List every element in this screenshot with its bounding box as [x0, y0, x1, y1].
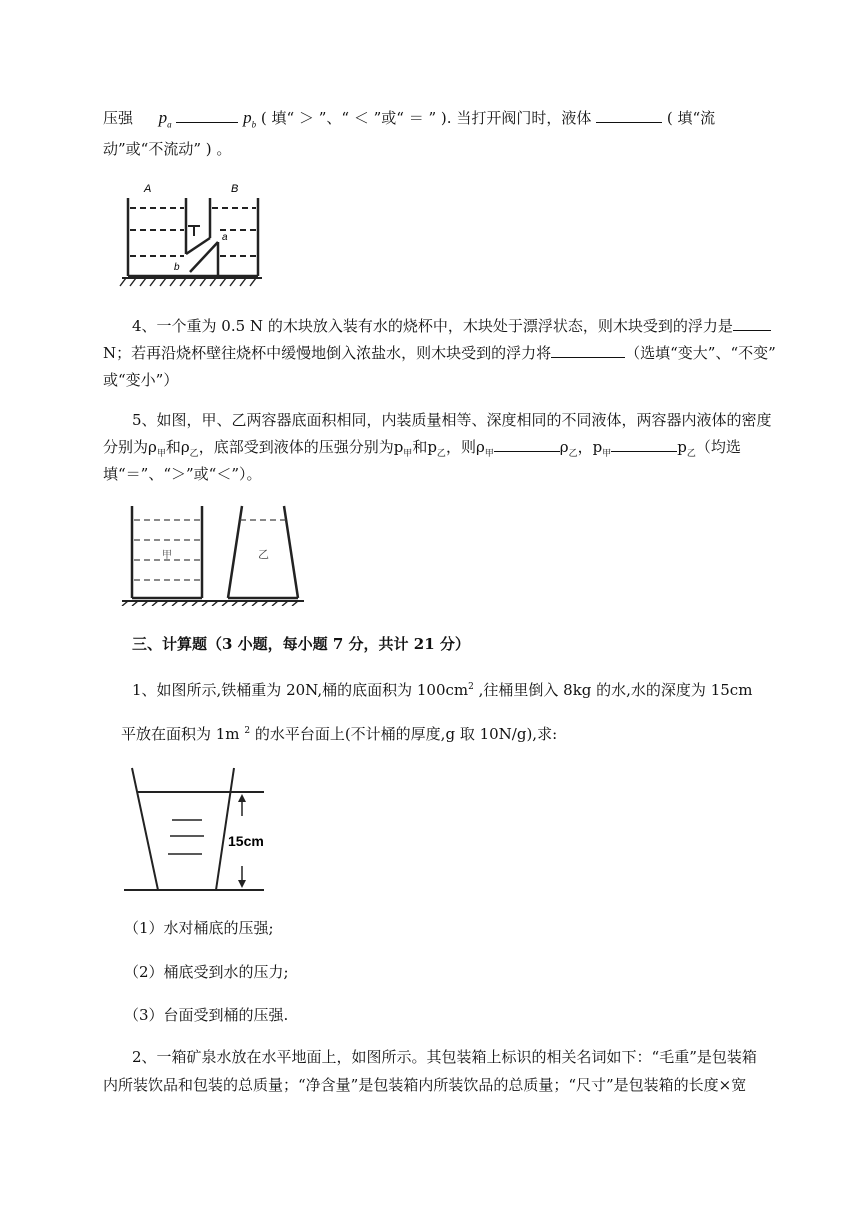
pressure-prefix: 压强: [103, 109, 134, 127]
rho-yi: ρ: [559, 438, 569, 456]
q5-line3: 填“＝”、“＞”或“＜”）。: [103, 465, 262, 483]
p-yi: p: [677, 438, 687, 456]
sub-yi-2: 乙: [436, 449, 446, 459]
q5-text-d: ，则ρ: [445, 438, 485, 456]
connected-vessels-figure: [118, 178, 266, 288]
sub-jia-2: 甲: [403, 449, 413, 459]
blank-pa-pb[interactable]: [176, 108, 238, 123]
fill-instructions: ( 填“ ＞ ”、“ ＜ ”或“ ＝ ” ). 当打开阀门时，液体: [260, 109, 592, 127]
sub-yi-1: 乙: [189, 449, 199, 459]
q4-text-2b: （选填“变大”、“不变”: [625, 344, 776, 362]
sub-jia-4: 甲: [602, 449, 612, 459]
q3-line2: 动”或“不流动” ) 。: [103, 140, 232, 158]
pa-symbol: $p_a$: [158, 108, 172, 130]
blank-flow[interactable]: [596, 108, 662, 123]
q5-text-and: 和ρ: [165, 438, 190, 456]
calc1-q3: （3）台面受到桶的压强.: [124, 1006, 289, 1024]
calc1-line2: [121, 721, 557, 744]
q5-text-a: 分别为ρ: [103, 438, 157, 456]
section-title: 三、计算题（3 小题，每小题 7 分，共计 21 分）: [132, 635, 470, 653]
fill-instructions-2: ( 填“流: [666, 109, 716, 127]
q4-line3: 或“变小”）: [103, 371, 179, 389]
label-b: b: [174, 262, 180, 273]
sub-jia-1: 甲: [156, 449, 166, 459]
label-jia: 甲: [162, 550, 172, 561]
arrow-up-icon: [238, 794, 246, 802]
containers-figure: [120, 502, 306, 606]
calc2-line1: 2、一箱矿泉水放在水平地面上，如图所示。其包装箱上标识的相关名词如下：“毛重”是包装箱: [132, 1048, 757, 1066]
q5-line2: [103, 437, 741, 464]
calc1-q1: （1）水对桶底的压强;: [124, 919, 274, 937]
blank-buoyancy[interactable]: [733, 316, 771, 331]
q4-text-2a: N；若再沿烧杯壁往烧杯中缓慢地倒入浓盐水，则木块受到的浮力将: [103, 344, 552, 362]
calc1-q2: （2）桶底受到水的压力;: [124, 963, 289, 981]
calc1-text-a: 1、如图所示,铁桶重为 20N,桶的底面积为 100cm: [132, 681, 469, 699]
q4-text-1: 4、一个重为 0.5 N 的木块放入装有水的烧杯中，木块处于漂浮状态，则木块受到的浮力是: [132, 317, 733, 335]
q4-line2: [103, 343, 776, 363]
q5-text-c: 和p: [412, 438, 437, 456]
arrow-down-icon: [238, 880, 246, 888]
calc1-text-d: 的水平台面上(不计桶的厚度,g 取 10N/g),求:: [250, 725, 558, 743]
sup-2b: 2: [244, 726, 251, 736]
label-B: B: [231, 183, 239, 195]
calc2-line2: 内所装饮品和包装的总质量；“净含量”是包装箱内所装饮品的总质量；“尺寸”是包装箱的长度×宽: [103, 1076, 747, 1094]
q5-text-e: （均选: [695, 438, 741, 456]
depth-label: 15cm: [228, 833, 264, 849]
bucket-figure: [118, 764, 268, 896]
q5-text-b: ，底部受到液体的压强分别为p: [198, 438, 404, 456]
sub-jia-3: 甲: [484, 449, 494, 459]
pb-symbol: $p_b$: [243, 108, 257, 130]
label-yi: 乙: [258, 548, 269, 561]
label-a: a: [222, 232, 228, 243]
sub-yi-3: 乙: [568, 449, 578, 459]
q5-line1: 5、如图，甲、乙两容器底面积相同，内装质量相等、深度相同的不同液体，两容器内液体的密度: [132, 411, 772, 429]
sub-yi-4: 乙: [686, 449, 696, 459]
blank-density[interactable]: [494, 437, 560, 452]
sup-2: 2: [468, 682, 474, 692]
blank-buoyancy-change[interactable]: [551, 343, 625, 358]
q3-pressure-line: [103, 108, 715, 134]
q5-comma: ，p: [577, 438, 603, 456]
label-A: A: [144, 183, 152, 195]
calc1-text-b: ,往桶里倒入 8kg 的水,水的深度为 15cm: [473, 681, 753, 699]
calc1-text-c: 平放在面积为 1m: [121, 725, 240, 743]
q4-line1: [132, 316, 771, 336]
calc1-line1: [132, 677, 752, 700]
blank-pressure[interactable]: [611, 437, 677, 452]
